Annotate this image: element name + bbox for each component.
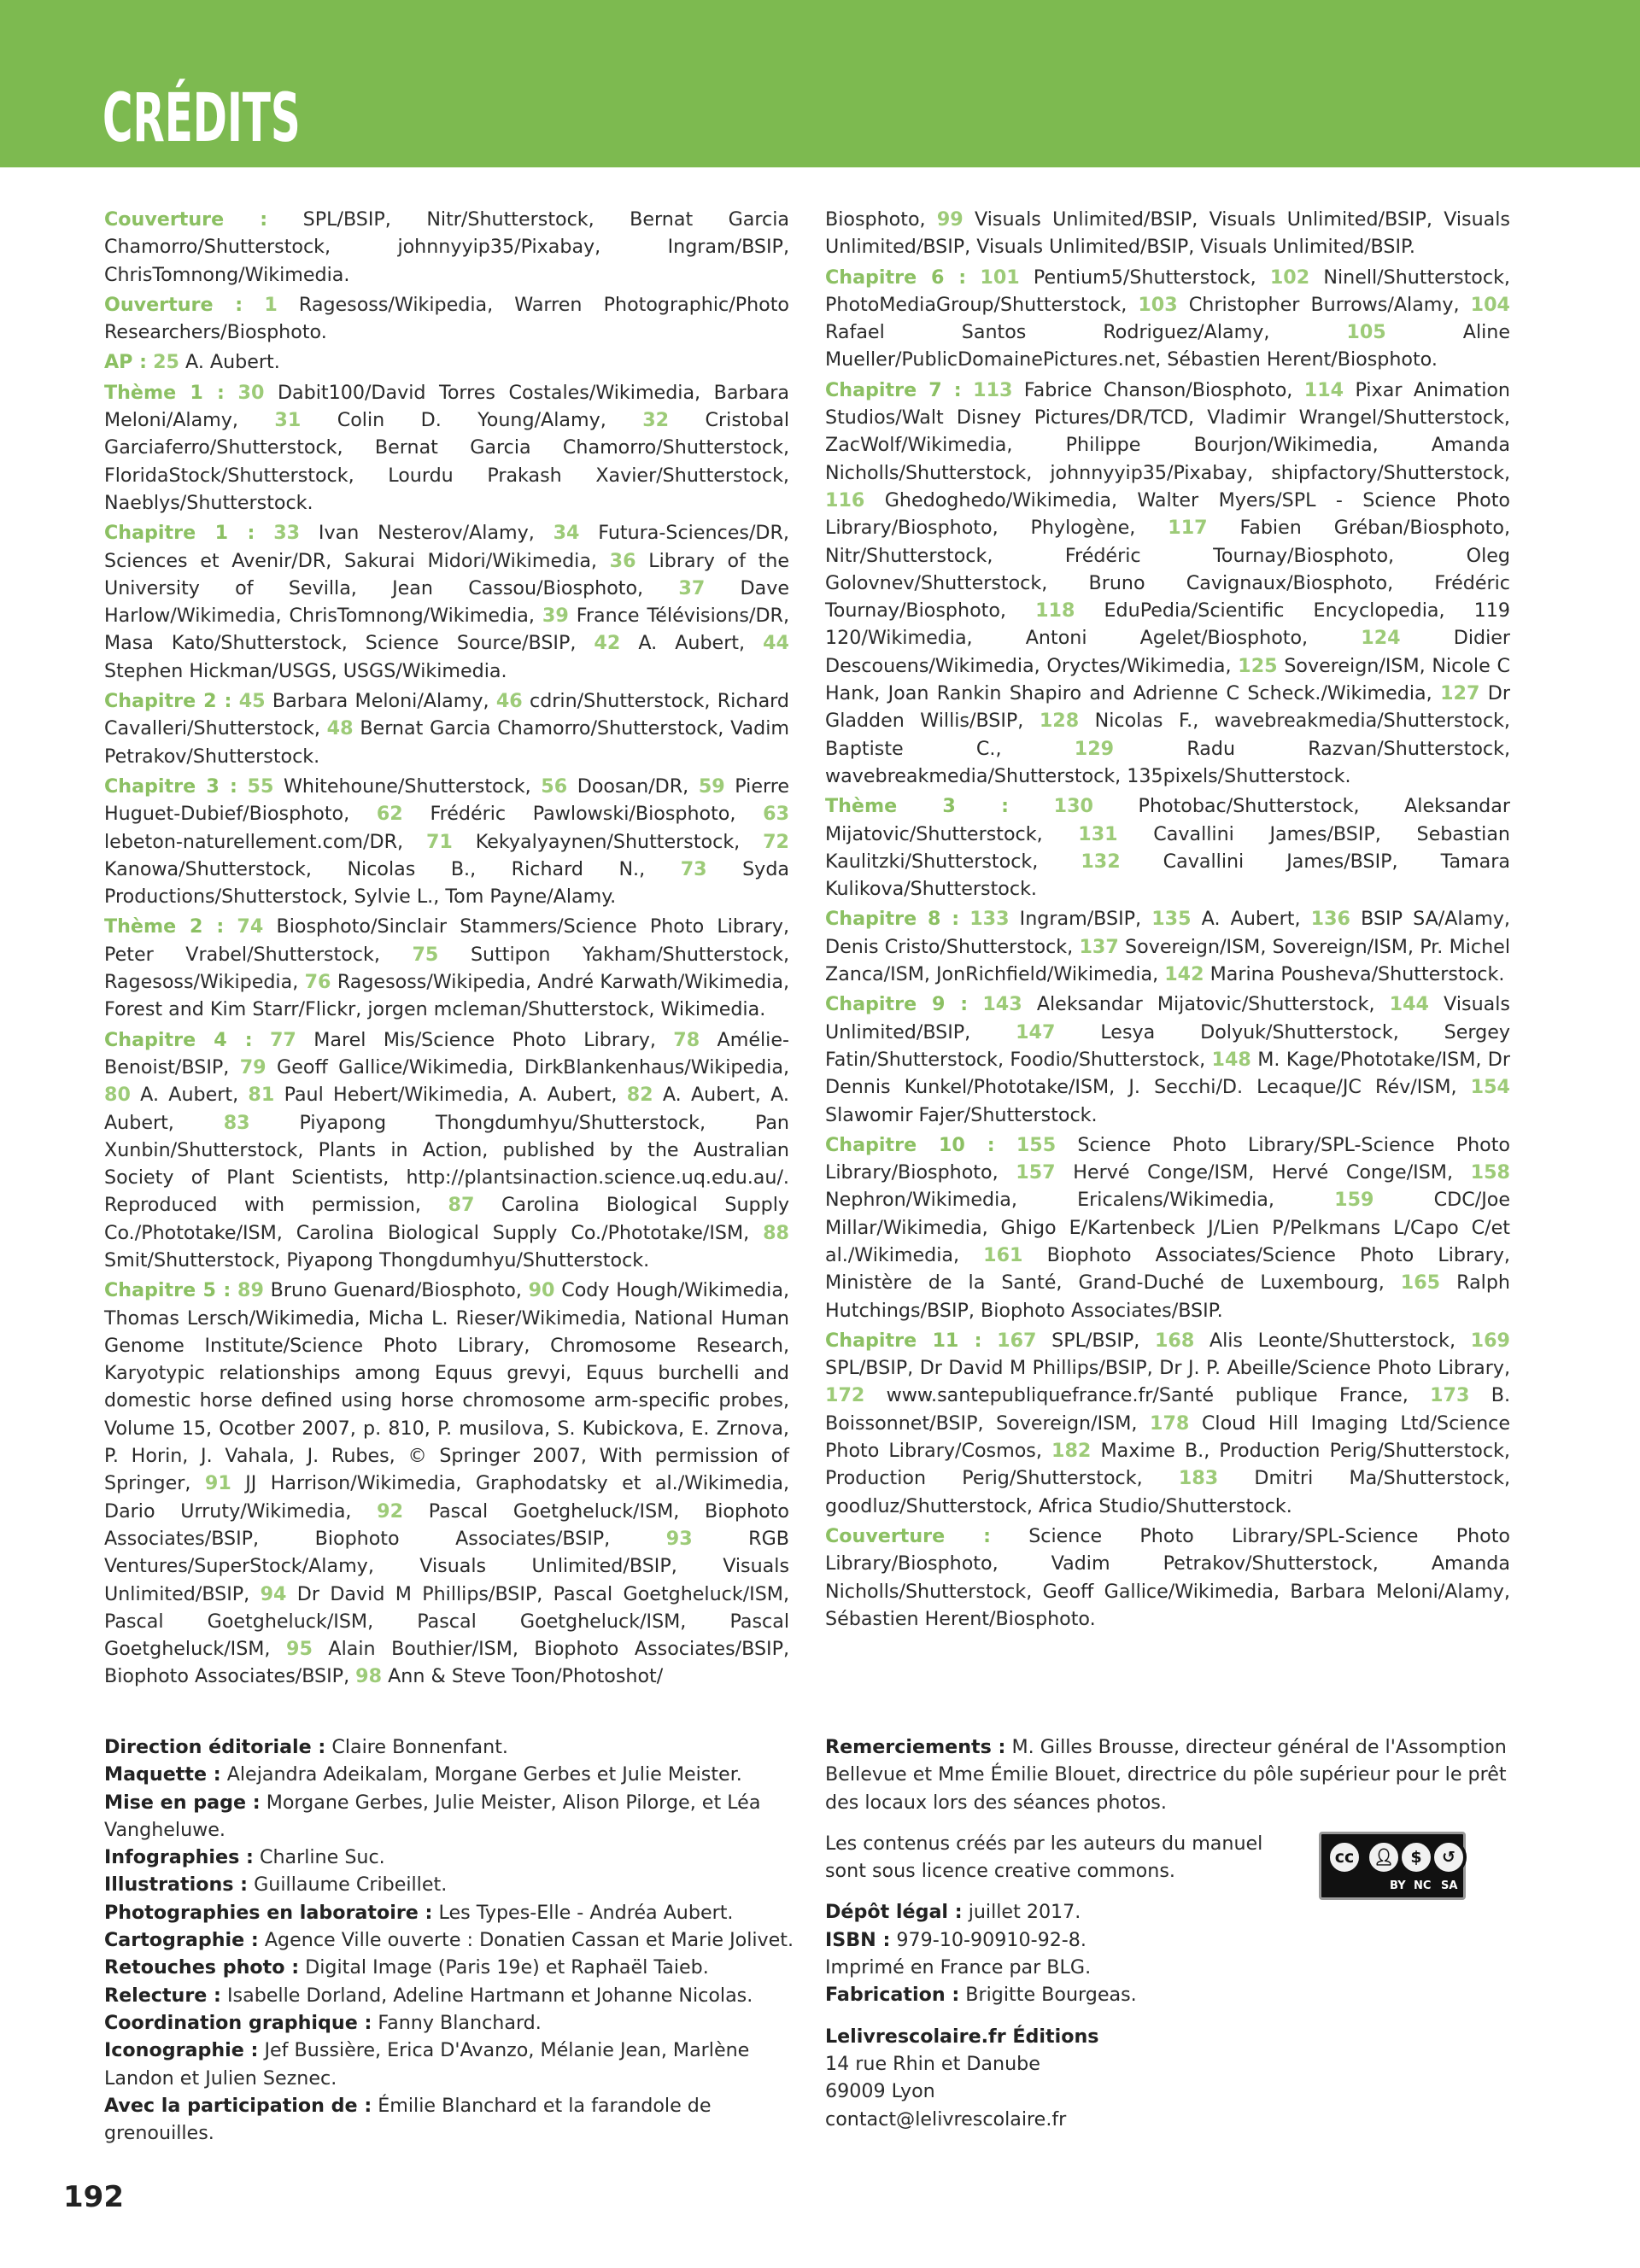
legal-info xyxy=(825,1898,1526,2008)
credit-section-label: Chapitre 1 : xyxy=(104,522,255,545)
publisher-email: contact@lelivrescolaire.fr xyxy=(825,2107,1067,2131)
legal-label: Dépôt légal : xyxy=(825,1901,963,1924)
legal-label: ISBN : xyxy=(825,1928,891,1951)
staff-line xyxy=(104,1954,805,1981)
staff-line xyxy=(104,1789,805,1844)
legal-label: Fabrication : xyxy=(825,1984,960,2007)
staff-names: Alejandra Adeikalam, Morgane Gerbes et Julie Meister. xyxy=(226,1763,742,1786)
credits-column-right xyxy=(825,206,1510,1635)
credit-section-label: Chapitre 9 : xyxy=(825,993,969,1016)
credit-section-label: Chapitre 5 : xyxy=(104,1279,231,1302)
staff-line xyxy=(104,2037,805,2092)
credit-text: 77 Marel Mis/Science Photo Library, 78 Amélie-Benoist/BSIP, 79 Geoff Gallice/Wikimedia, DirkBlankenhaus/Wikipedia, 80 A. Aubert, 81 Paul Hebert/Wikimedia, A. Aubert, 82 A. Aubert, A. Aubert, 83 Piyapong Thongdumhyu/Shutterstock, Pan Xunbin/Shutterstock, Plants in Action, published by the Australian Society of Plant Scientists, http://plantsinaction.science.uq.edu.au/. Reproduced with permission, 87 Carolina Biological Supply Co./Phototake/ISM, Carolina Biological Supply Co./Phototake/ISM, 88 Smit/Shutterstock, Piyapong Thongdumhyu/Shutterstock. xyxy=(104,1028,789,1271)
credit-entry xyxy=(825,264,1510,374)
credit-section-label: Couverture : xyxy=(825,1524,991,1547)
page-number: 192 xyxy=(63,2180,124,2214)
credit-entry xyxy=(104,687,789,770)
remerciements xyxy=(825,1733,1526,1816)
staff-line xyxy=(104,1871,805,1898)
credit-text: 133 Ingram/BSIP, 135 A. Aubert, 136 BSIP SA/Alamy, Denis Cristo/Shutterstock, 137 Sovereign/ISM, Sovereign/ISM, Pr. Michel Zanca/ISM, JonRichfield/Wikimedia, 142 Marina Pousheva/Shutterstock. xyxy=(825,908,1511,986)
credit-section-label: Thème 3 : xyxy=(825,795,1010,818)
credit-section-label: Chapitre 2 : xyxy=(104,690,232,713)
staff-names: Claire Bonnenfant. xyxy=(331,1736,508,1758)
credit-entry xyxy=(825,991,1510,1128)
staff-names: Morgane Gerbes, Julie Meister, Alison Pilorge, et Léa Vangheluwe. xyxy=(104,1791,761,1841)
staff-line xyxy=(104,1761,805,1788)
staff-role: Retouches photo : xyxy=(104,1956,300,1979)
page-title: CRÉDITS xyxy=(102,80,301,157)
staff-role: Maquette : xyxy=(104,1763,221,1786)
staff-names: Digital Image (Paris 19e) et Raphaël Taieb. xyxy=(305,1956,709,1979)
license-block xyxy=(825,1830,1526,1892)
credits-column-left xyxy=(104,206,789,1693)
credit-section-label: Ouverture : xyxy=(104,293,243,316)
staff-line xyxy=(104,1899,805,1926)
credit-entry xyxy=(104,348,789,376)
credit-text: 33 Ivan Nesterov/Alamy, 34 Futura-Sciences/DR, Sciences et Avenir/DR, Sakurai Midori/Wikimedia, 36 Library of the University of Sevilla, Jean Cassou/Biosphoto, 37 Dave Harlow/Wikimedia, ChrisTomnong/Wikimedia, 39 France Télévisions/DR, Masa Kato/Shutterstock, Science Source/BSIP, 42 A. Aubert, 44 Stephen Hickman/USGS, USGS/Wikimedia. xyxy=(104,522,790,682)
credit-entry xyxy=(104,1026,789,1275)
header-banner xyxy=(0,0,1640,167)
credit-entry xyxy=(104,913,789,1023)
legal-text: Brigitte Bourgeas. xyxy=(965,1984,1137,2007)
credit-entry xyxy=(825,905,1510,988)
legal-text: Imprimé en France par BLG. xyxy=(825,1956,1092,1979)
staff-names: Agence Ville ouverte : Donatien Cassan et Marie Jolivet. xyxy=(264,1929,794,1952)
credit-text: 1 Ragesoss/Wikipedia, Warren Photographic/Photo Researchers/Biosphoto. xyxy=(104,293,789,344)
staff-line xyxy=(104,2092,805,2148)
credit-entry xyxy=(104,291,789,347)
credit-text: 101 Pentium5/Shutterstock, 102 Ninell/Shutterstock, PhotoMediaGroup/Shutterstock, 103 Christopher Burrows/Alamy, 104 Rafael Santos Rodriguez/Alamy, 105 Aline Mueller/PublicDomainePictures.net, Sébastien Herent/Biosphoto. xyxy=(825,266,1510,371)
nc-icon: $ xyxy=(1398,1839,1434,1875)
credit-text: 55 Whitehoune/Shutterstock, 56 Doosan/DR, 59 Pierre Huguet-Dubief/Biosphoto, 62 Frédéric Pawlowski/Biosphoto, 63 lebeton-naturellement.com/DR, 71 Kekyalyaynen/Shutterstock, 72 Kanowa/Shutterstock, Nicolas B., Richard N., 73 Syda Productions/Shutterstock, Sylvie L., Tom Payne/Alamy. xyxy=(104,775,790,909)
credit-text: Science Photo Library/SPL-Science Photo Library/Biosphoto, Vadim Petrakov/Shutterstock, Amanda Nicholls/Shutterstock, Geoff Gallice/Wikimedia, Barbara Meloni/Alamy, Sébastien Herent/Biosphoto. xyxy=(825,1524,1510,1630)
staff-line xyxy=(104,1844,805,1871)
credit-entry xyxy=(104,379,789,517)
staff-line xyxy=(104,1982,805,2009)
credit-section-label: AP : xyxy=(104,351,148,374)
credit-entry xyxy=(104,206,789,289)
staff-role: Direction éditoriale : xyxy=(104,1736,326,1758)
staff-role: Illustrations : xyxy=(104,1873,249,1897)
staff-role: Avec la participation de : xyxy=(104,2094,372,2117)
nc-label: NC xyxy=(1414,1879,1432,1892)
staff-names: Charline Suc. xyxy=(259,1846,385,1869)
credit-text: 89 Bruno Guenard/Biosphoto, 90 Cody Hough/Wikimedia, Thomas Lersch/Wikimedia, Micha L. Rieser/Wikimedia, National Human Genome Institute/Science Photo Library, Chromosome Research, Karyotypic relationships among Equus grevyi, Equus burchelli and domestic horse defined using horse chromosome arm-specific probes, Volume 15, Ocotber 2007, p. 810, P. musilova, S. Kubickova, E. Zrnova, P. Horin, J. Vahala, J. Rubes, © Springer 2007, With permission of Springer, 91 JJ Harrison/Wikimedia, Graphodatsky et al./Wikimedia, Dario Urruty/Wikimedia, 92 Pascal Goetgheluck/ISM, Biophoto Associates/BSIP, Biophoto Associates/BSIP, 93 RGB Ventures/SuperStock/Alamy, Visuals Unlimited/BSIP, Visuals Unlimited/BSIP, 94 Dr David M Phillips/BSIP, Pascal Goetgheluck/ISM, Pascal Goetgheluck/ISM, Pascal Goetgheluck/ISM, Pascal Goetgheluck/ISM, 95 Alain Bouthier/ISM, Biophoto Associates/BSIP, Biophoto Associates/BSIP, 98 Ann & Steve Toon/Photoshot/ xyxy=(104,1279,790,1688)
publisher-address-line: 14 rue Rhin et Danube xyxy=(825,2052,1040,2075)
credit-entry xyxy=(104,1277,789,1690)
legal-line xyxy=(825,1926,1526,1954)
staff-line xyxy=(104,1926,805,1954)
remerciements-label: Remerciements : xyxy=(825,1736,1006,1758)
staff-role: Infographies : xyxy=(104,1846,254,1869)
publisher-info xyxy=(825,2023,1526,2133)
staff-names: Isabelle Dorland, Adeline Hartmann et Johanne Nicolas. xyxy=(227,1984,753,2007)
credit-section-label: Chapitre 3 : xyxy=(104,775,237,798)
credit-section-label: Chapitre 6 : xyxy=(825,266,967,289)
credit-entry xyxy=(104,773,789,910)
credit-text: 143 Aleksandar Mijatovic/Shutterstock, 144 Visuals Unlimited/BSIP, 147 Lesya Dolyuk/Shutterstock, Sergey Fatin/Shutterstock, Foodio/Shutterstock, 148 M. Kage/Phototake/ISM, Dr Dennis Kunkel/Phototake/ISM, J. Secchi/D. Lecaque/JC Rév/ISM, 154 Slawomir Fajer/Shutterstock. xyxy=(825,993,1510,1126)
credit-text: 30 Dabit100/David Torres Costales/Wikimedia, Barbara Meloni/Alamy, 31 Colin D. Young/Alamy, 32 Cristobal Garciaferro/Shutterstock, Bernat Garcia Chamorro/Shutterstock, FloridaStock/Shutterstock, Lourdu Prakash Xavier/Shutterstock, Naeblys/Shutterstock. xyxy=(104,381,790,514)
credit-entry xyxy=(825,1327,1510,1520)
staff-names: Les Types-Elle - Andréa Aubert. xyxy=(438,1901,734,1924)
staff-role: Iconographie : xyxy=(104,2039,259,2062)
publisher-address-line: 69009 Lyon xyxy=(825,2080,935,2103)
staff-line xyxy=(104,1733,805,1761)
staff-credits xyxy=(104,1733,805,2147)
legal-line xyxy=(825,1981,1526,2008)
by-label: BY xyxy=(1390,1879,1406,1892)
credit-text: 130 Photobac/Shutterstock, Aleksandar Mijatovic/Shutterstock, 131 Cavallini James/BSIP, Sebastian Kaulitzki/Shutterstock, 132 Cavallini James/BSIP, Tamara Kulikova/Shutterstock. xyxy=(825,795,1510,901)
sa-label: SA xyxy=(1441,1879,1458,1892)
credit-text: 113 Fabrice Chanson/Biosphoto, 114 Pixar Animation Studios/Walt Disney Pictures/DR/TCD, Vladimir Wrangel/Shutterstock, ZacWolf/Wikimedia, Philippe Bourjon/Wikimedia, Amanda Nicholls/Shutterstock, johnnyyip35/Pixabay, shipfactory/Shutterstock, 116 Ghedoghedo/Wikimedia, Walter Myers/SPL - Science Photo Library/Biosphoto, Phylogène, 117 Fabien Gréban/Biosphoto, Nitr/Shutterstock, Frédéric Tournay/Biosphoto, Oleg Golovnev/Shutterstock, Bruno Cavignaux/Biosphoto, Frédéric Tournay/Biosphoto, 118 EduPedia/Scientific Encyclopedia, 119 120/Wikimedia, Antoni Agelet/Biosphoto, 124 Didier Descouens/Wikimedia, Oryctes/Wikimedia, 125 Sovereign/ISM, Nicole C Hank, Joan Rankin Shapiro and Adrienne C Scheck./Wikimedia, 127 Dr Gladden Willis/BSIP, 128 Nicolas F., wavebreakmedia/Shutterstock, Baptiste C., 129 Radu Razvan/Shutterstock, wavebreakmedia/Shutterstock, 135pixels/Shutterstock. xyxy=(825,378,1511,787)
legal-text: 979-10-90910-92-8. xyxy=(896,1928,1086,1951)
staff-role: Photographies en laboratoire : xyxy=(104,1901,433,1924)
staff-names: Fanny Blanchard. xyxy=(378,2011,542,2034)
legal-text: juillet 2017. xyxy=(968,1901,1081,1924)
credit-entry xyxy=(825,1131,1510,1324)
sa-icon: ↺ xyxy=(1431,1839,1467,1875)
staff-role: Coordination graphique : xyxy=(104,2011,372,2034)
staff-names: Émilie Blanchard et la farandole de grenouilles. xyxy=(104,2094,712,2145)
credit-section-label: Chapitre 10 : xyxy=(825,1133,995,1156)
credit-text: 155 Science Photo Library/SPL-Science Photo Library/Biosphoto, 157 Hervé Conge/ISM, Hervé Conge/ISM, 158 Nephron/Wikimedia, Ericalens/Wikimedia, 159 CDC/Joe Millar/Wikimedia, Ghigo E/Kartenbeck J/Lien P/Pelkmans L/Capo C/et al./Wikimedia, 161 Biophoto Associates/Science Photo Library, Ministère de la Santé, Grand-Duché de Luxembourg, 165 Ralph Hutchings/BSIP, Biophoto Associates/BSIP. xyxy=(825,1133,1510,1322)
credit-text: 74 Biosphoto/Sinclair Stammers/Science Photo Library, Peter Vrabel/Shutterstock, 75 Suttipon Yakham/Shutterstock, Ragesoss/Wikipedia, 76 Ragesoss/Wikipedia, André Karwath/Wikimedia, Forest and Kim Starr/Flickr, jorgen mcleman/Shutterstock, Wikimedia. xyxy=(104,915,789,1021)
credit-entry xyxy=(104,519,789,685)
acknowledgements-block xyxy=(825,1733,1526,2133)
credit-entry xyxy=(825,1523,1510,1633)
credit-section-label: Thème 1 : xyxy=(104,381,225,404)
staff-role: Relecture : xyxy=(104,1984,221,2007)
staff-role: Cartographie : xyxy=(104,1929,259,1952)
credit-text: SPL/BSIP, Nitr/Shutterstock, Bernat Garcia Chamorro/Shutterstock, johnnyyip35/Pixabay, Ingram/BSIP, ChrisTomnong/Wikimedia. xyxy=(104,208,789,286)
credit-entry xyxy=(825,792,1510,903)
staff-role: Mise en page : xyxy=(104,1791,261,1814)
credit-section-label: Chapitre 4 : xyxy=(104,1028,253,1051)
credit-section-label: Thème 2 : xyxy=(104,915,225,938)
staff-line xyxy=(104,2009,805,2037)
publisher-name: Lelivrescolaire.fr Éditions xyxy=(825,2025,1099,2048)
credit-text: 45 Barbara Meloni/Alamy, 46 cdrin/Shutterstock, Richard Cavalleri/Shutterstock, 48 Bernat Garcia Chamorro/Shutterstock, Vadim Petrakov/Shutterstock. xyxy=(104,690,789,768)
staff-names: Jef Bussière, Erica D'Avanzo, Mélanie Jean, Marlène Landon et Julien Seznec. xyxy=(104,2039,750,2090)
creative-commons-badge-icon xyxy=(1319,1832,1466,1900)
legal-line xyxy=(825,1954,1526,1981)
credit-text: Biosphoto, 99 Visuals Unlimited/BSIP, Visuals Unlimited/BSIP, Visuals Unlimited/BSIP, Visuals Unlimited/BSIP, Visuals Unlimited/BSIP. xyxy=(825,208,1510,259)
credit-section-label: Chapitre 7 : xyxy=(825,378,962,401)
credit-entry xyxy=(825,206,1510,261)
credit-text: 167 SPL/BSIP, 168 Alis Leonte/Shutterstock, 169 SPL/BSIP, Dr David M Phillips/BSIP, Dr J. P. Abeille/Science Photo Library, 172 www.santepubliquefrance.fr/Santé publique France, 173 B. Boissonnet/BSIP, Sovereign/ISM, 178 Cloud Hill Imaging Ltd/Science Photo Library/Cosmos, 182 Maxime B., Production Perig/Shutterstock, Production Perig/Shutterstock, 183 Dmitri Ma/Shutterstock, goodluz/Shutterstock, Africa Studio/Shutterstock. xyxy=(825,1329,1510,1517)
credit-text: 25 A. Aubert. xyxy=(153,351,280,374)
license-text: Les contenus créés par les auteurs du manuel sont sous licence creative commons. xyxy=(825,1832,1263,1883)
legal-line xyxy=(825,1898,1526,1926)
by-icon: 👤︎ xyxy=(1366,1839,1402,1875)
credit-section-label: Chapitre 8 : xyxy=(825,908,960,931)
remerciements-text: M. Gilles Brousse, directeur général de l'Assomption Bellevue et Mme Émilie Blouet, directrice du pôle supérieur pour le prêt des locaux lors des séances photos. xyxy=(825,1736,1507,1814)
credit-section-label: Couverture : xyxy=(104,208,268,231)
credit-section-label: Chapitre 11 : xyxy=(825,1329,982,1352)
credit-entry xyxy=(825,377,1510,790)
cc-logo-icon: cc xyxy=(1327,1839,1362,1875)
staff-names: Guillaume Cribeillet. xyxy=(254,1873,448,1897)
